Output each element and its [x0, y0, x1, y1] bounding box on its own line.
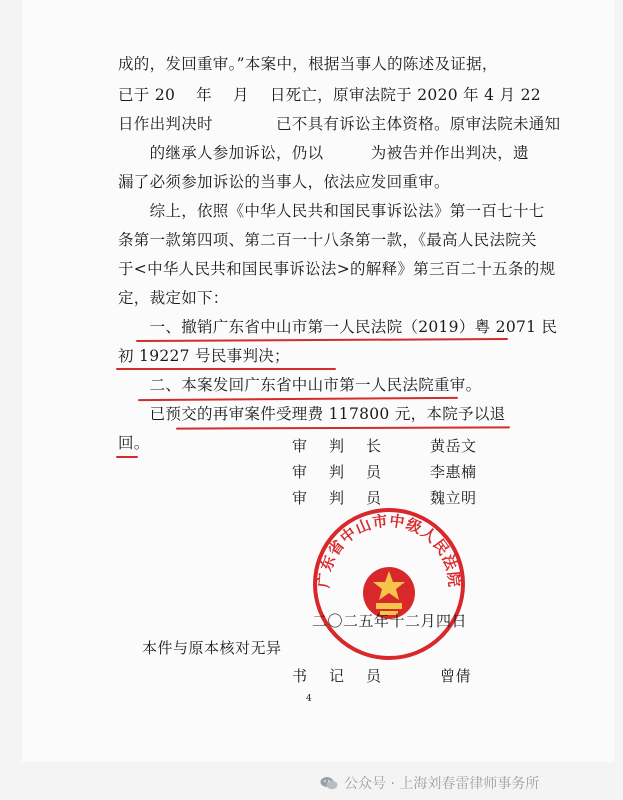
- body-line: 于<中华人民共和国民事诉讼法>的解释》第三百二十五条的规: [118, 260, 556, 278]
- signature-name: 黄岳文: [430, 437, 477, 455]
- page-number: 4: [306, 694, 312, 704]
- wechat-icon: [320, 776, 338, 790]
- court-seal-icon: [310, 505, 468, 663]
- body-line: 漏了必须参加诉讼的当事人，依法应发回重审。: [118, 173, 450, 191]
- clerk-name: 曾倩: [440, 667, 472, 685]
- signature-name: 魏立明: [430, 489, 477, 507]
- fee-refund-line: 已预交的再审案件受理费 117800 元，本院予以退: [118, 405, 506, 423]
- verification-note: 本件与原本核对无异: [142, 639, 282, 657]
- seal-text: 广东省中山市中级人民法院: [314, 511, 464, 589]
- signature-name: 李惠楠: [430, 463, 477, 481]
- underline-mark: [116, 456, 138, 458]
- watermark-footer: [320, 773, 539, 793]
- fee-refund-line-cont: 回。: [118, 434, 150, 452]
- body-line: 条第一款第四项、第二百一十八条第一款，《最高人民法院关: [118, 231, 537, 249]
- underline-mark: [116, 368, 336, 370]
- ruling-item-1: 一、撤销广东省中山市第一人民法院（2019）粤 2071 民: [118, 318, 558, 336]
- ruling-item-2: 二、本案发回广东省中山市第一人民法院重审。: [118, 376, 482, 394]
- body-line: 日作出判决时 已不具有诉讼主体资格。原审法院未通知: [118, 115, 561, 133]
- clerk-role: 书记员: [292, 667, 404, 685]
- signature-role: 审判员: [292, 463, 404, 481]
- signature-role: 审判长: [292, 437, 404, 455]
- body-line: 已于 20 年 月 日死亡，原审法院于 2020 年 4 月 22: [118, 86, 541, 104]
- body-line: 的继承人参加诉讼，仍以 为被告并作出判决，遗: [118, 144, 529, 162]
- body-line: 定，裁定如下：: [118, 289, 229, 307]
- judgment-date: 二〇二五年十二月四日: [312, 612, 468, 630]
- body-line: 综上，依照《中华人民共和国民事诉讼法》第一百七十七: [118, 202, 545, 220]
- ruling-item-1-cont: 初 19227 号民事判决；: [118, 347, 290, 365]
- signature-role: 审判员: [292, 489, 404, 507]
- body-line: 成的，发回重审。”本案中，根据当事人的陈述及证据，: [118, 55, 498, 73]
- footer-text: 公众号 · 上海刘春雷律师事务所: [344, 776, 540, 792]
